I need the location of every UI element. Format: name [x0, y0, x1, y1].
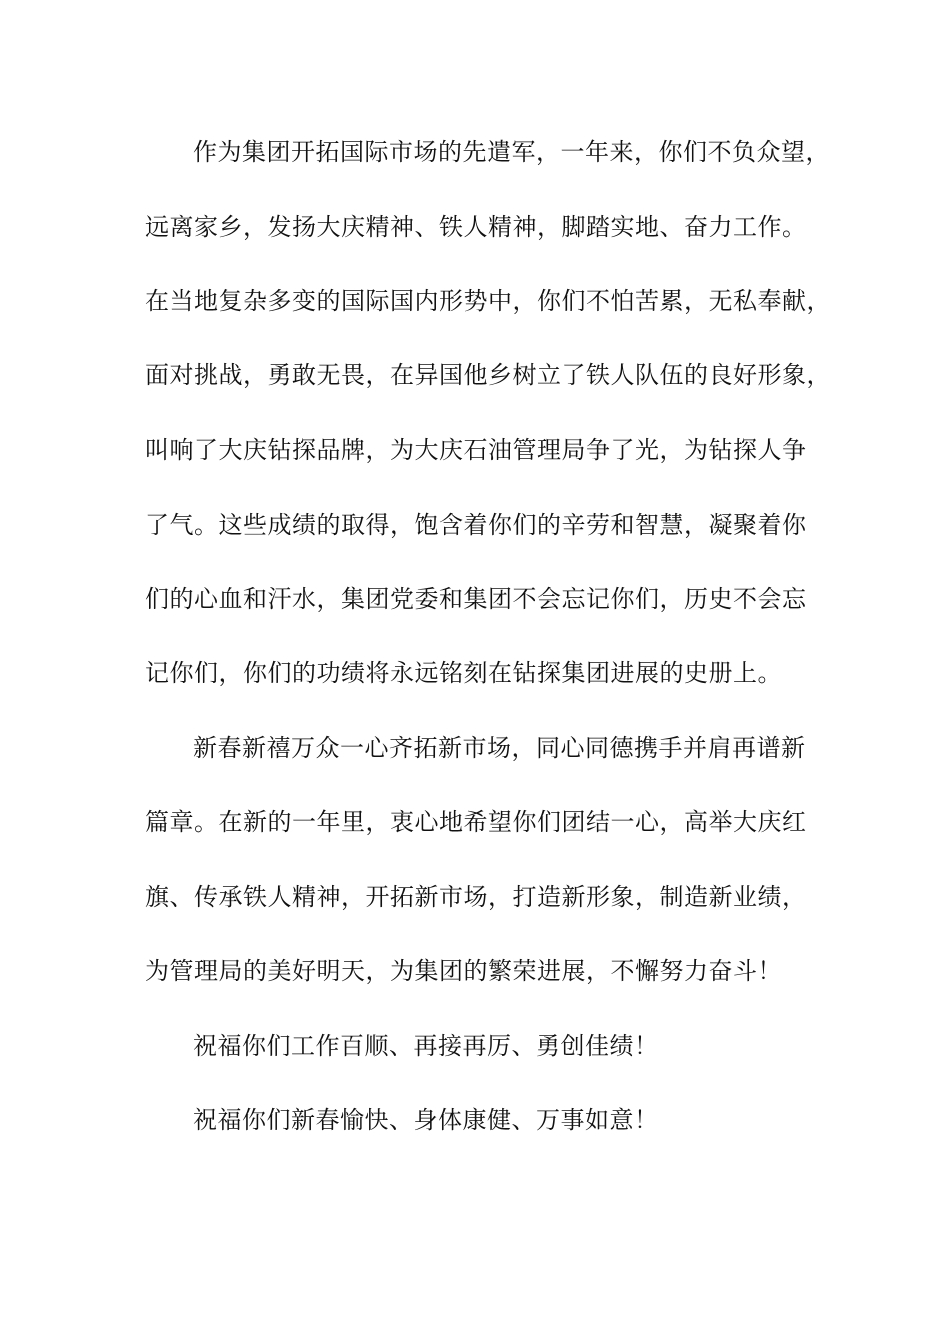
blessing-line-1: 祝福你们工作百顺、再接再厉、勇创佳绩！ — [193, 1032, 659, 1060]
paragraph-2-line-1: 新春新禧万众一心齐拓新市场，同心同德携手并肩再谱新 — [193, 734, 806, 762]
paragraph-1-line-1: 作为集团开拓国际市场的先遣军，一年来，你们不负众望， — [193, 138, 830, 166]
paragraph-1-line-8: 记你们，你们的功绩将永远铭刻在钻探集团进展的史册上。 — [145, 659, 782, 687]
paragraph-2-line-3: 旗、传承铁人精神，开拓新市场，打造新形象，制造新业绩， — [145, 883, 807, 911]
paragraph-1-line-4: 面对挑战，勇敢无畏，在异国他乡树立了铁人队伍的良好形象， — [145, 361, 831, 389]
paragraph-1-line-3: 在当地复杂多变的国际国内形势中，你们不怕苦累，无私奉献， — [145, 287, 831, 315]
paragraph-1-line-2: 远离家乡，发扬大庆精神、铁人精神，脚踏实地、奋力工作。 — [145, 213, 807, 241]
paragraph-1-line-6: 了气。这些成绩的取得，饱含着你们的辛劳和智慧，凝聚着你 — [145, 511, 807, 539]
paragraph-2-line-4: 为管理局的美好明天，为集团的繁荣进展，不懈努力奋斗！ — [145, 957, 782, 985]
blessing-line-2: 祝福你们新春愉快、身体康健、万事如意！ — [193, 1106, 659, 1134]
paragraph-1-line-5: 叫响了大庆钻探品牌，为大庆石油管理局争了光，为钻探人争 — [145, 436, 807, 464]
paragraph-1-line-7: 们的心血和汗水，集团党委和集团不会忘记你们，历史不会忘 — [145, 585, 807, 613]
paragraph-2-line-2: 篇章。在新的一年里，衷心地希望你们团结一心，高举大庆红 — [145, 808, 807, 836]
